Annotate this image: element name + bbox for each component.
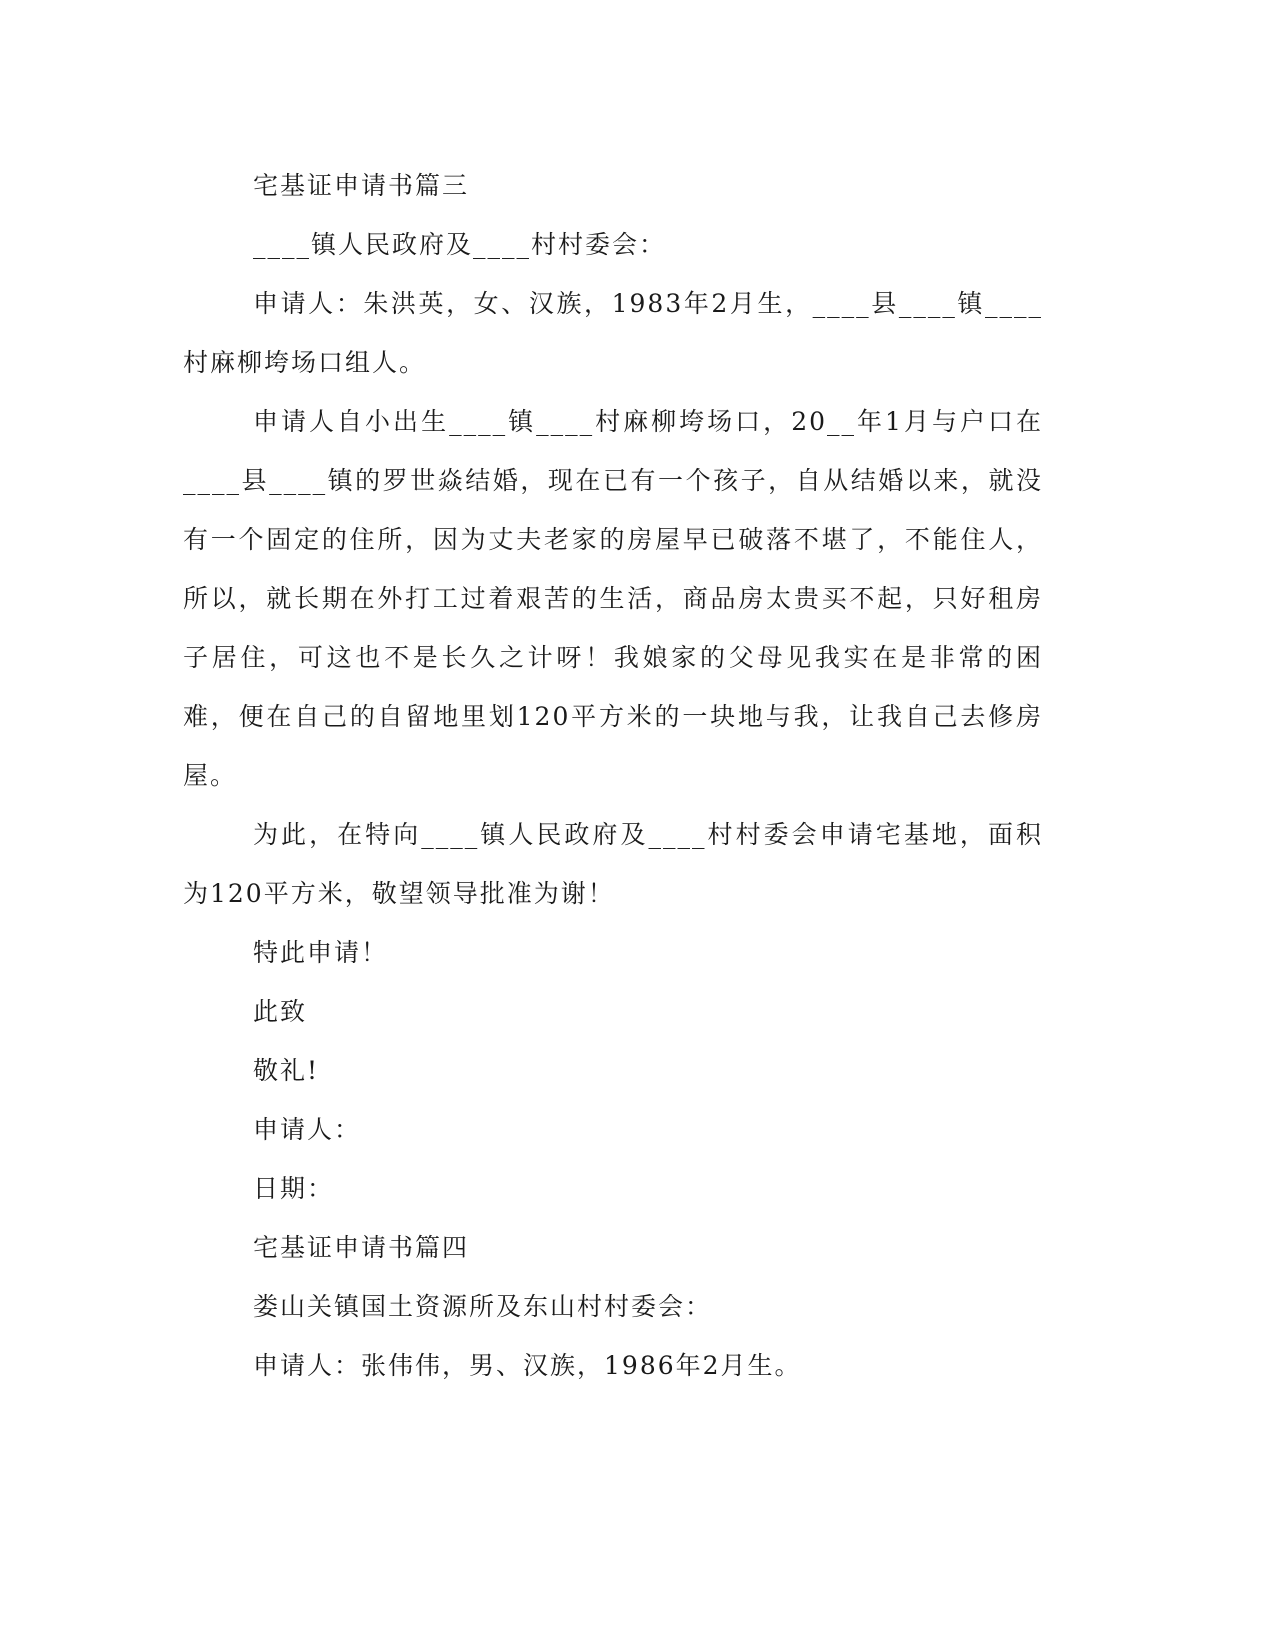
closing-statement: 特此申请！ (253, 938, 389, 967)
application-body: 申请人自小出生____镇____村麻柳垮场口，20__年1月与户口在____县____镇的罗世焱结婚，现在已有一个孩子，自从结婚以来，就没有一个固定的住所，因为丈夫老家的房屋早已破落不堪了，不能住人，所以，就长期在外打工过着艰苦的生活，商品房太贵买不起，只好租房子居住，可这也不是长久之计呀！我娘家的父母见我实在是非常的困难，便在自己的自留地里划120平方米的一块地与我，让我自己去修房屋。 (183, 407, 1043, 790)
applicant-info: 申请人：朱洪英，女、汉族，1983年2月生，____县____镇____村麻柳垮场口组人。 (183, 289, 1043, 377)
applicant-info-2: 申请人：张伟伟，男、汉族，1986年2月生。 (253, 1351, 802, 1380)
document-body (183, 156, 1043, 1395)
signature-applicant: 申请人： (253, 1115, 362, 1144)
application-request: 为此，在特向____镇人民政府及____村村委会申请宅基地，面积为120平方米，敬望领导批准为谢！ (183, 820, 1043, 908)
signature-date: 日期： (253, 1174, 335, 1203)
addressee-line: ____镇人民政府及____村村委会： (253, 230, 667, 259)
section-heading-4: 宅基证申请书篇四 (253, 1233, 470, 1262)
salutation-line-2: 敬礼! (253, 1056, 320, 1085)
addressee-line-2: 娄山关镇国土资源所及东山村村委会： (253, 1292, 713, 1321)
section-heading-3: 宅基证申请书篇三 (253, 171, 470, 200)
salutation-line-1: 此致 (253, 997, 308, 1026)
